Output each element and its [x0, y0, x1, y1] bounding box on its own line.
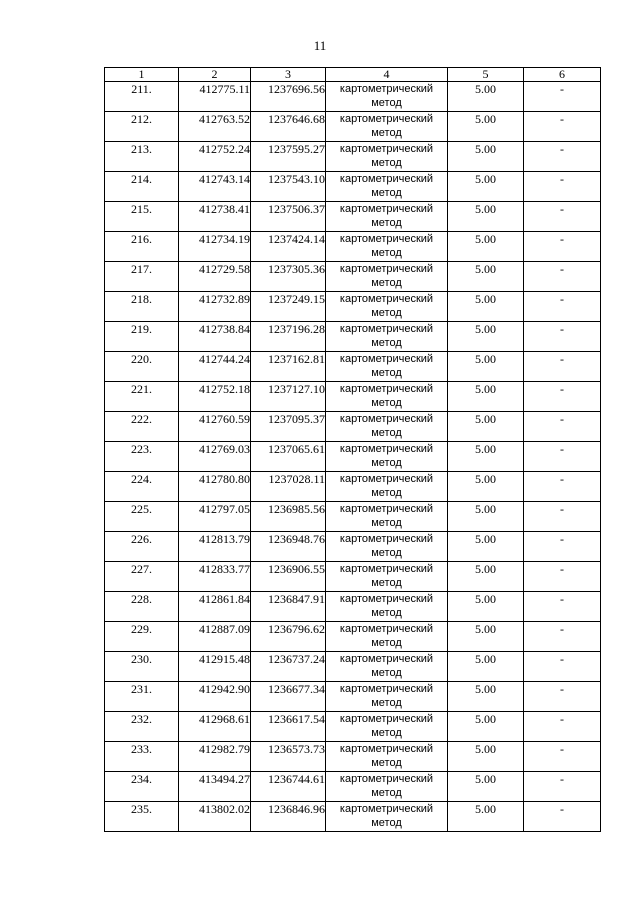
note-cell: - [524, 352, 601, 382]
table-row [105, 712, 601, 742]
error-cell: 5.00 [448, 532, 524, 562]
table-row [105, 82, 601, 112]
point-number-cell: 231. [105, 682, 179, 712]
note-cell: - [524, 442, 601, 472]
y-coordinate-cell: 1236846.96 [251, 802, 326, 832]
table-row [105, 112, 601, 142]
x-coordinate-cell: 412744.24 [179, 352, 251, 382]
table-header [105, 68, 601, 82]
note-cell: - [524, 592, 601, 622]
table-row [105, 202, 601, 232]
column-header: 2 [179, 68, 251, 82]
point-number-cell: 221. [105, 382, 179, 412]
error-cell: 5.00 [448, 472, 524, 502]
error-cell: 5.00 [448, 172, 524, 202]
y-coordinate-cell: 1237196.28 [251, 322, 326, 352]
error-cell: 5.00 [448, 112, 524, 142]
method-cell: картометрический метод [326, 232, 448, 262]
x-coordinate-cell: 412775.11 [179, 82, 251, 112]
y-coordinate-cell: 1236617.54 [251, 712, 326, 742]
y-coordinate-cell: 1236737.24 [251, 652, 326, 682]
header-row [105, 68, 601, 82]
y-coordinate-cell: 1236677.34 [251, 682, 326, 712]
x-coordinate-cell: 412797.05 [179, 502, 251, 532]
point-number-cell: 227. [105, 562, 179, 592]
table-row [105, 172, 601, 202]
table-row [105, 772, 601, 802]
error-cell: 5.00 [448, 352, 524, 382]
method-cell: картометрический метод [326, 772, 448, 802]
point-number-cell: 223. [105, 442, 179, 472]
error-cell: 5.00 [448, 802, 524, 832]
error-cell: 5.00 [448, 142, 524, 172]
note-cell: - [524, 232, 601, 262]
table-row [105, 382, 601, 412]
y-coordinate-cell: 1236985.56 [251, 502, 326, 532]
table-row [105, 142, 601, 172]
note-cell: - [524, 562, 601, 592]
table-row [105, 742, 601, 772]
table-row [105, 232, 601, 262]
point-number-cell: 213. [105, 142, 179, 172]
error-cell: 5.00 [448, 772, 524, 802]
error-cell: 5.00 [448, 442, 524, 472]
x-coordinate-cell: 413802.02 [179, 802, 251, 832]
method-cell: картометрический метод [326, 592, 448, 622]
note-cell: - [524, 82, 601, 112]
error-cell: 5.00 [448, 322, 524, 352]
column-header: 6 [524, 68, 601, 82]
point-number-cell: 226. [105, 532, 179, 562]
method-cell: картометрический метод [326, 412, 448, 442]
page-number: 11 [313, 38, 327, 53]
point-number-cell: 220. [105, 352, 179, 382]
x-coordinate-cell: 413494.27 [179, 772, 251, 802]
column-header: 5 [448, 68, 524, 82]
method-cell: картометрический метод [326, 292, 448, 322]
table-row [105, 622, 601, 652]
x-coordinate-cell: 412729.58 [179, 262, 251, 292]
error-cell: 5.00 [448, 412, 524, 442]
x-coordinate-cell: 412780.80 [179, 472, 251, 502]
table-row [105, 442, 601, 472]
method-cell: картометрический метод [326, 172, 448, 202]
x-coordinate-cell: 412734.19 [179, 232, 251, 262]
error-cell: 5.00 [448, 292, 524, 322]
x-coordinate-cell: 412769.03 [179, 442, 251, 472]
y-coordinate-cell: 1237543.10 [251, 172, 326, 202]
note-cell: - [524, 472, 601, 502]
error-cell: 5.00 [448, 592, 524, 622]
method-cell: картометрический метод [326, 712, 448, 742]
method-cell: картометрический метод [326, 532, 448, 562]
x-coordinate-cell: 412887.09 [179, 622, 251, 652]
error-cell: 5.00 [448, 382, 524, 412]
table-row [105, 532, 601, 562]
note-cell: - [524, 412, 601, 442]
error-cell: 5.00 [448, 652, 524, 682]
table-row [105, 472, 601, 502]
column-header: 3 [251, 68, 326, 82]
x-coordinate-cell: 412833.77 [179, 562, 251, 592]
y-coordinate-cell: 1237646.68 [251, 112, 326, 142]
point-number-cell: 224. [105, 472, 179, 502]
table-row [105, 412, 601, 442]
note-cell: - [524, 622, 601, 652]
method-cell: картометрический метод [326, 502, 448, 532]
y-coordinate-cell: 1236906.55 [251, 562, 326, 592]
x-coordinate-cell: 412732.89 [179, 292, 251, 322]
table-body [105, 82, 601, 832]
point-number-cell: 212. [105, 112, 179, 142]
point-number-cell: 222. [105, 412, 179, 442]
error-cell: 5.00 [448, 502, 524, 532]
method-cell: картометрический метод [326, 802, 448, 832]
point-number-cell: 211. [105, 82, 179, 112]
x-coordinate-cell: 412861.84 [179, 592, 251, 622]
note-cell: - [524, 172, 601, 202]
method-cell: картометрический метод [326, 82, 448, 112]
note-cell: - [524, 202, 601, 232]
point-number-cell: 215. [105, 202, 179, 232]
table-row [105, 562, 601, 592]
coordinates-table [104, 67, 601, 832]
column-header: 4 [326, 68, 448, 82]
table-row [105, 292, 601, 322]
x-coordinate-cell: 412982.79 [179, 742, 251, 772]
note-cell: - [524, 802, 601, 832]
method-cell: картометрический метод [326, 382, 448, 412]
table-row [105, 262, 601, 292]
table-row [105, 502, 601, 532]
x-coordinate-cell: 412760.59 [179, 412, 251, 442]
point-number-cell: 217. [105, 262, 179, 292]
table-row [105, 682, 601, 712]
x-coordinate-cell: 412752.24 [179, 142, 251, 172]
note-cell: - [524, 292, 601, 322]
error-cell: 5.00 [448, 232, 524, 262]
x-coordinate-cell: 412738.84 [179, 322, 251, 352]
note-cell: - [524, 142, 601, 172]
method-cell: картометрический метод [326, 652, 448, 682]
note-cell: - [524, 382, 601, 412]
error-cell: 5.00 [448, 622, 524, 652]
y-coordinate-cell: 1237162.81 [251, 352, 326, 382]
point-number-cell: 218. [105, 292, 179, 322]
method-cell: картометрический метод [326, 622, 448, 652]
note-cell: - [524, 652, 601, 682]
method-cell: картометрический метод [326, 202, 448, 232]
method-cell: картометрический метод [326, 262, 448, 292]
table-row [105, 322, 601, 352]
error-cell: 5.00 [448, 742, 524, 772]
table-row [105, 802, 601, 832]
y-coordinate-cell: 1237249.15 [251, 292, 326, 322]
error-cell: 5.00 [448, 262, 524, 292]
note-cell: - [524, 682, 601, 712]
x-coordinate-cell: 412763.52 [179, 112, 251, 142]
y-coordinate-cell: 1237595.27 [251, 142, 326, 172]
method-cell: картометрический метод [326, 682, 448, 712]
method-cell: картометрический метод [326, 442, 448, 472]
x-coordinate-cell: 412738.41 [179, 202, 251, 232]
y-coordinate-cell: 1237696.56 [251, 82, 326, 112]
point-number-cell: 234. [105, 772, 179, 802]
y-coordinate-cell: 1237127.10 [251, 382, 326, 412]
method-cell: картометрический метод [326, 472, 448, 502]
x-coordinate-cell: 412743.14 [179, 172, 251, 202]
y-coordinate-cell: 1236847.91 [251, 592, 326, 622]
y-coordinate-cell: 1236948.76 [251, 532, 326, 562]
method-cell: картометрический метод [326, 322, 448, 352]
y-coordinate-cell: 1237065.61 [251, 442, 326, 472]
point-number-cell: 219. [105, 322, 179, 352]
point-number-cell: 214. [105, 172, 179, 202]
y-coordinate-cell: 1236796.62 [251, 622, 326, 652]
y-coordinate-cell: 1237028.11 [251, 472, 326, 502]
column-header: 1 [105, 68, 179, 82]
y-coordinate-cell: 1237424.14 [251, 232, 326, 262]
y-coordinate-cell: 1237506.37 [251, 202, 326, 232]
table-row [105, 352, 601, 382]
point-number-cell: 216. [105, 232, 179, 262]
method-cell: картометрический метод [326, 562, 448, 592]
y-coordinate-cell: 1236573.73 [251, 742, 326, 772]
note-cell: - [524, 772, 601, 802]
y-coordinate-cell: 1237305.36 [251, 262, 326, 292]
note-cell: - [524, 262, 601, 292]
error-cell: 5.00 [448, 682, 524, 712]
method-cell: картометрический метод [326, 742, 448, 772]
table-row [105, 652, 601, 682]
note-cell: - [524, 742, 601, 772]
note-cell: - [524, 532, 601, 562]
x-coordinate-cell: 412752.18 [179, 382, 251, 412]
point-number-cell: 229. [105, 622, 179, 652]
point-number-cell: 230. [105, 652, 179, 682]
y-coordinate-cell: 1236744.61 [251, 772, 326, 802]
point-number-cell: 233. [105, 742, 179, 772]
error-cell: 5.00 [448, 202, 524, 232]
method-cell: картометрический метод [326, 352, 448, 382]
point-number-cell: 228. [105, 592, 179, 622]
note-cell: - [524, 502, 601, 532]
error-cell: 5.00 [448, 712, 524, 742]
note-cell: - [524, 322, 601, 352]
method-cell: картометрический метод [326, 112, 448, 142]
point-number-cell: 232. [105, 712, 179, 742]
y-coordinate-cell: 1237095.37 [251, 412, 326, 442]
x-coordinate-cell: 412942.90 [179, 682, 251, 712]
table-row [105, 592, 601, 622]
x-coordinate-cell: 412915.48 [179, 652, 251, 682]
x-coordinate-cell: 412968.61 [179, 712, 251, 742]
x-coordinate-cell: 412813.79 [179, 532, 251, 562]
note-cell: - [524, 112, 601, 142]
method-cell: картометрический метод [326, 142, 448, 172]
error-cell: 5.00 [448, 82, 524, 112]
error-cell: 5.00 [448, 562, 524, 592]
point-number-cell: 225. [105, 502, 179, 532]
note-cell: - [524, 712, 601, 742]
point-number-cell: 235. [105, 802, 179, 832]
